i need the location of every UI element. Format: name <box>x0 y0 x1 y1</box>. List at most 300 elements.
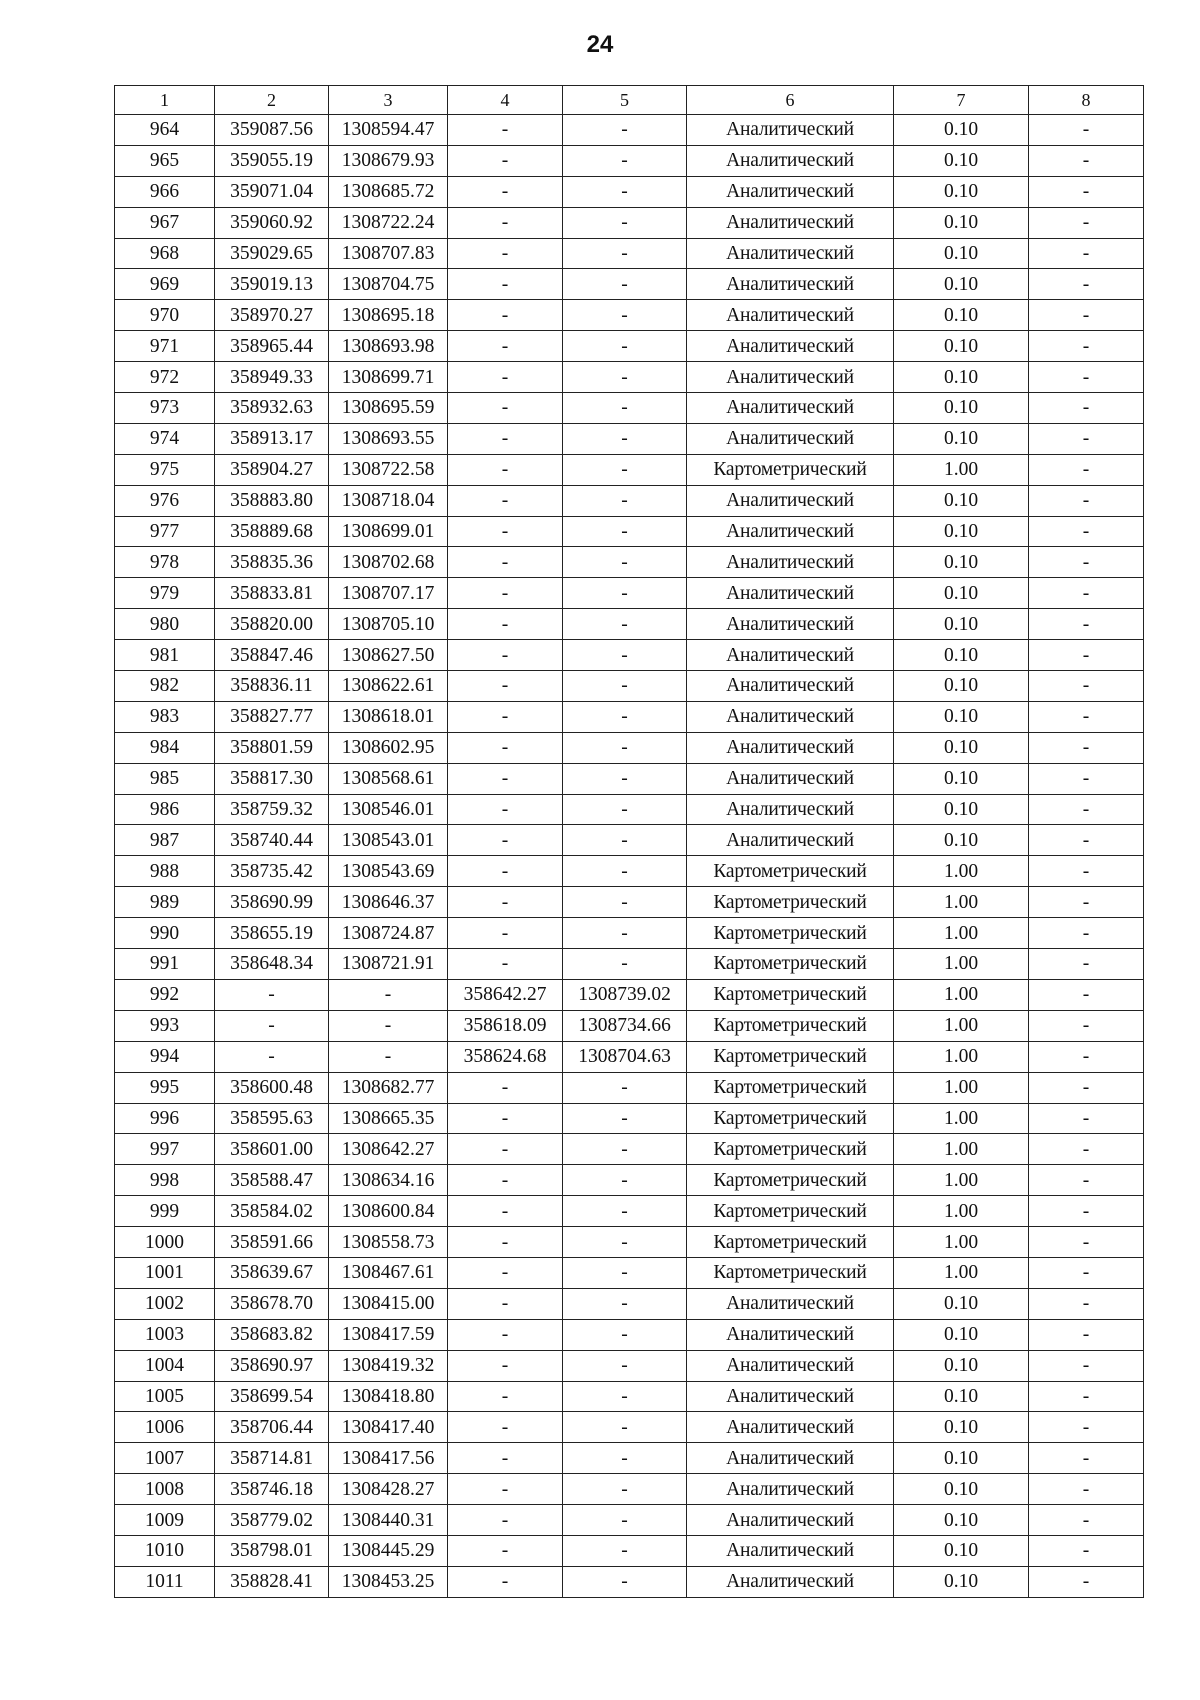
table-cell: - <box>448 269 563 300</box>
table-cell: - <box>563 1350 687 1381</box>
table-cell: 1.00 <box>894 1103 1029 1134</box>
table-cell: 1308568.61 <box>329 763 448 794</box>
table-cell: - <box>448 115 563 146</box>
table-cell: 1308600.84 <box>329 1196 448 1227</box>
table-cell: 974 <box>115 423 215 454</box>
table-row <box>115 300 1144 331</box>
table-cell: 973 <box>115 393 215 424</box>
table-cell: 1308594.47 <box>329 115 448 146</box>
table-cell: 358828.41 <box>215 1566 329 1597</box>
table-cell: Аналитический <box>687 1288 894 1319</box>
table-cell: 0.10 <box>894 1474 1029 1505</box>
table-cell: - <box>1029 671 1144 702</box>
table-cell: - <box>563 331 687 362</box>
table-cell: - <box>448 1350 563 1381</box>
table-cell: - <box>448 1319 563 1350</box>
table-cell: 1010 <box>115 1535 215 1566</box>
table-cell: 0.10 <box>894 393 1029 424</box>
table-cell: 1308558.73 <box>329 1227 448 1258</box>
table-cell: 975 <box>115 454 215 485</box>
table-cell: - <box>563 918 687 949</box>
table-cell: 1.00 <box>894 1165 1029 1196</box>
table-cell: - <box>563 1103 687 1134</box>
table-cell: - <box>563 115 687 146</box>
table-cell: 0.10 <box>894 176 1029 207</box>
table-cell: Аналитический <box>687 763 894 794</box>
table-cell: Аналитический <box>687 300 894 331</box>
table-cell: Аналитический <box>687 578 894 609</box>
table-cell: - <box>1029 331 1144 362</box>
table-cell: - <box>448 423 563 454</box>
table-cell: 1308718.04 <box>329 485 448 516</box>
table-cell: 0.10 <box>894 362 1029 393</box>
column-header-2: 2 <box>215 86 329 115</box>
table-row <box>115 1505 1144 1536</box>
table-cell: Аналитический <box>687 825 894 856</box>
table-cell: - <box>1029 1227 1144 1258</box>
table-cell: 358847.46 <box>215 640 329 671</box>
table-cell: - <box>563 732 687 763</box>
table-cell: Аналитический <box>687 1505 894 1536</box>
table-cell: - <box>448 918 563 949</box>
table-cell: 0.10 <box>894 671 1029 702</box>
table-cell: - <box>448 1381 563 1412</box>
table-cell: - <box>1029 115 1144 146</box>
table-cell: 358779.02 <box>215 1505 329 1536</box>
table-cell: 0.10 <box>894 485 1029 516</box>
table-cell: 1308622.61 <box>329 671 448 702</box>
table-cell: - <box>1029 1196 1144 1227</box>
table-cell: 358833.81 <box>215 578 329 609</box>
table-cell: - <box>563 516 687 547</box>
table-cell: 358817.30 <box>215 763 329 794</box>
table-cell: - <box>563 393 687 424</box>
table-cell: 358683.82 <box>215 1319 329 1350</box>
table-row <box>115 732 1144 763</box>
table-cell: 358706.44 <box>215 1412 329 1443</box>
table-cell: 1003 <box>115 1319 215 1350</box>
table-row <box>115 1227 1144 1258</box>
table-cell: - <box>563 145 687 176</box>
table-cell: Аналитический <box>687 1535 894 1566</box>
table-cell: 358949.33 <box>215 362 329 393</box>
table-cell: Аналитический <box>687 393 894 424</box>
table-cell: 0.10 <box>894 794 1029 825</box>
table-cell: - <box>1029 578 1144 609</box>
table-cell: - <box>563 856 687 887</box>
table-cell: 1308705.10 <box>329 609 448 640</box>
table-cell: 1308417.40 <box>329 1412 448 1443</box>
table-cell: Картометрический <box>687 1134 894 1165</box>
table-cell: 0.10 <box>894 1443 1029 1474</box>
table-cell: - <box>563 1165 687 1196</box>
table-cell: - <box>448 207 563 238</box>
table-cell: 1.00 <box>894 1257 1029 1288</box>
table-cell: 358584.02 <box>215 1196 329 1227</box>
table-cell: - <box>1029 207 1144 238</box>
table-cell: - <box>563 1443 687 1474</box>
table-cell: - <box>563 763 687 794</box>
table-cell: 0.10 <box>894 609 1029 640</box>
table-cell: 358740.44 <box>215 825 329 856</box>
table-row <box>115 1041 1144 1072</box>
table-cell: Картометрический <box>687 1072 894 1103</box>
table-cell: 1308543.01 <box>329 825 448 856</box>
table-cell: 980 <box>115 609 215 640</box>
table-cell: Аналитический <box>687 145 894 176</box>
table-cell: 1308722.58 <box>329 454 448 485</box>
table-cell: 0.10 <box>894 1288 1029 1319</box>
table-cell: - <box>1029 1165 1144 1196</box>
table-cell: - <box>563 1134 687 1165</box>
table-cell: Аналитический <box>687 547 894 578</box>
table-cell: - <box>448 516 563 547</box>
table-cell: - <box>563 300 687 331</box>
table-cell: 971 <box>115 331 215 362</box>
table-cell: 986 <box>115 794 215 825</box>
table-row <box>115 763 1144 794</box>
table-cell: - <box>1029 269 1144 300</box>
table-cell: Аналитический <box>687 671 894 702</box>
table-cell: - <box>329 979 448 1010</box>
table-cell: 358820.00 <box>215 609 329 640</box>
table-cell: 979 <box>115 578 215 609</box>
table-cell: Аналитический <box>687 1474 894 1505</box>
table-cell: - <box>563 362 687 393</box>
table-cell: 358678.70 <box>215 1288 329 1319</box>
table-cell: - <box>448 1165 563 1196</box>
table-cell: 1308682.77 <box>329 1072 448 1103</box>
table-cell: 1001 <box>115 1257 215 1288</box>
table-cell: 359055.19 <box>215 145 329 176</box>
table-row <box>115 1381 1144 1412</box>
table-cell: Аналитический <box>687 269 894 300</box>
table-cell: 993 <box>115 1010 215 1041</box>
table-cell: 1308445.29 <box>329 1535 448 1566</box>
table-cell: 965 <box>115 145 215 176</box>
table-cell: - <box>1029 516 1144 547</box>
table-cell: 1308679.93 <box>329 145 448 176</box>
table-cell: - <box>1029 1257 1144 1288</box>
table-cell: - <box>1029 1072 1144 1103</box>
table-cell: Аналитический <box>687 516 894 547</box>
table-cell: Картометрический <box>687 979 894 1010</box>
table-cell: 1308419.32 <box>329 1350 448 1381</box>
table-cell: - <box>1029 238 1144 269</box>
table-cell: 1308634.16 <box>329 1165 448 1196</box>
table-cell: - <box>448 1227 563 1258</box>
table-cell: 1.00 <box>894 1072 1029 1103</box>
table-cell: 1308739.02 <box>563 979 687 1010</box>
table-cell: 1308685.72 <box>329 176 448 207</box>
table-cell: 358836.11 <box>215 671 329 702</box>
table-cell: - <box>1029 485 1144 516</box>
table-cell: Аналитический <box>687 1566 894 1597</box>
table-cell: 1308627.50 <box>329 640 448 671</box>
table-cell: 998 <box>115 1165 215 1196</box>
column-header-5: 5 <box>563 86 687 115</box>
table-row <box>115 1288 1144 1319</box>
table-row <box>115 1257 1144 1288</box>
table-row <box>115 1072 1144 1103</box>
table-cell: 1.00 <box>894 454 1029 485</box>
table-row <box>115 115 1144 146</box>
table-cell: Аналитический <box>687 609 894 640</box>
table-cell: - <box>1029 393 1144 424</box>
table-cell: - <box>448 609 563 640</box>
table-cell: - <box>1029 362 1144 393</box>
table-cell: 1.00 <box>894 1041 1029 1072</box>
table-cell: 358827.77 <box>215 701 329 732</box>
table-cell: Картометрический <box>687 1257 894 1288</box>
table-cell: - <box>215 1010 329 1041</box>
table-cell: 1009 <box>115 1505 215 1536</box>
table-cell: 999 <box>115 1196 215 1227</box>
table-cell: 358601.00 <box>215 1134 329 1165</box>
table-cell: 976 <box>115 485 215 516</box>
table-cell: 358889.68 <box>215 516 329 547</box>
table-cell: - <box>448 671 563 702</box>
table-cell: - <box>563 701 687 732</box>
table-row <box>115 1196 1144 1227</box>
table-cell: 1008 <box>115 1474 215 1505</box>
table-cell: 1.00 <box>894 856 1029 887</box>
table-cell: - <box>1029 1535 1144 1566</box>
table-cell: 358801.59 <box>215 732 329 763</box>
table-header-row <box>115 86 1144 115</box>
table-cell: - <box>448 1505 563 1536</box>
table-cell: - <box>329 1041 448 1072</box>
table-cell: - <box>448 578 563 609</box>
table-cell: Аналитический <box>687 794 894 825</box>
table-cell: - <box>448 1566 563 1597</box>
table-cell: 983 <box>115 701 215 732</box>
table-cell: 1308707.83 <box>329 238 448 269</box>
table-row <box>115 887 1144 918</box>
table-cell: - <box>1029 1041 1144 1072</box>
table-cell: - <box>448 825 563 856</box>
table-cell: Аналитический <box>687 1319 894 1350</box>
table-cell: 358595.63 <box>215 1103 329 1134</box>
column-header-4: 4 <box>448 86 563 115</box>
table-cell: 1.00 <box>894 1227 1029 1258</box>
table-cell: Аналитический <box>687 485 894 516</box>
table-row <box>115 1319 1144 1350</box>
table-cell: Картометрический <box>687 454 894 485</box>
table-cell: 1308699.01 <box>329 516 448 547</box>
table-cell: - <box>1029 763 1144 794</box>
table-cell: 0.10 <box>894 825 1029 856</box>
table-cell: - <box>563 1474 687 1505</box>
table-row <box>115 393 1144 424</box>
table-row <box>115 609 1144 640</box>
table-cell: 1.00 <box>894 887 1029 918</box>
table-cell: 1308440.31 <box>329 1505 448 1536</box>
table-cell: 1.00 <box>894 1010 1029 1041</box>
table-cell: - <box>1029 176 1144 207</box>
table-cell: - <box>1029 1381 1144 1412</box>
table-cell: - <box>448 176 563 207</box>
table-cell: - <box>1029 1103 1144 1134</box>
table-row <box>115 979 1144 1010</box>
table-cell: - <box>1029 1474 1144 1505</box>
table-cell: - <box>563 1196 687 1227</box>
table-cell: Аналитический <box>687 701 894 732</box>
table-cell: - <box>1029 1288 1144 1319</box>
table-row <box>115 949 1144 980</box>
table-cell: - <box>448 454 563 485</box>
table-cell: 1004 <box>115 1350 215 1381</box>
table-cell: 1308695.59 <box>329 393 448 424</box>
table-cell: 358965.44 <box>215 331 329 362</box>
table-cell: - <box>448 1134 563 1165</box>
table-row <box>115 1010 1144 1041</box>
table-cell: 358904.27 <box>215 454 329 485</box>
table-cell: - <box>448 362 563 393</box>
table-cell: - <box>448 1535 563 1566</box>
table-cell: 0.10 <box>894 207 1029 238</box>
table-cell: 966 <box>115 176 215 207</box>
table-cell: 359087.56 <box>215 115 329 146</box>
table-cell: 1308722.24 <box>329 207 448 238</box>
table-cell: 0.10 <box>894 701 1029 732</box>
table-cell: - <box>1029 1350 1144 1381</box>
table-cell: - <box>563 1227 687 1258</box>
table-cell: 358624.68 <box>448 1041 563 1072</box>
table-cell: 0.10 <box>894 1350 1029 1381</box>
table-cell: - <box>448 238 563 269</box>
table-cell: - <box>215 979 329 1010</box>
table-cell: 970 <box>115 300 215 331</box>
table-cell: - <box>448 485 563 516</box>
table-cell: - <box>448 1412 563 1443</box>
table-cell: 358690.99 <box>215 887 329 918</box>
table-cell: - <box>563 547 687 578</box>
table-cell: 1011 <box>115 1566 215 1597</box>
table-cell: - <box>563 1257 687 1288</box>
table-cell: 991 <box>115 949 215 980</box>
table-cell: Аналитический <box>687 176 894 207</box>
table-cell: - <box>1029 423 1144 454</box>
column-header-7: 7 <box>894 86 1029 115</box>
table-cell: 0.10 <box>894 732 1029 763</box>
table-cell: 985 <box>115 763 215 794</box>
table-cell: Аналитический <box>687 1381 894 1412</box>
table-cell: - <box>563 1381 687 1412</box>
table-cell: 0.10 <box>894 1381 1029 1412</box>
table-cell: 1308707.17 <box>329 578 448 609</box>
table-cell: - <box>448 856 563 887</box>
table-cell: - <box>448 1288 563 1319</box>
table-cell: 997 <box>115 1134 215 1165</box>
table-cell: - <box>1029 1566 1144 1597</box>
table-cell: 358835.36 <box>215 547 329 578</box>
table-cell: 1308428.27 <box>329 1474 448 1505</box>
table-cell: 359060.92 <box>215 207 329 238</box>
table-cell: 984 <box>115 732 215 763</box>
table-cell: - <box>563 1319 687 1350</box>
table-cell: 358932.63 <box>215 393 329 424</box>
table-cell: 964 <box>115 115 215 146</box>
table-cell: 358970.27 <box>215 300 329 331</box>
table-cell: 358913.17 <box>215 423 329 454</box>
table-cell: 0.10 <box>894 145 1029 176</box>
table-cell: 1.00 <box>894 949 1029 980</box>
table-cell: Аналитический <box>687 207 894 238</box>
table-cell: - <box>448 1474 563 1505</box>
table-cell: - <box>1029 887 1144 918</box>
table-row <box>115 423 1144 454</box>
table-cell: Аналитический <box>687 640 894 671</box>
table-cell: - <box>448 763 563 794</box>
table-cell: Аналитический <box>687 362 894 393</box>
table-cell: - <box>1029 918 1144 949</box>
table-cell: 358883.80 <box>215 485 329 516</box>
table-cell: 1308467.61 <box>329 1257 448 1288</box>
table-row <box>115 1535 1144 1566</box>
table-cell: 1.00 <box>894 979 1029 1010</box>
table-cell: 358639.67 <box>215 1257 329 1288</box>
table-cell: - <box>1029 300 1144 331</box>
table-cell: 1308418.80 <box>329 1381 448 1412</box>
table-cell: Картометрический <box>687 1165 894 1196</box>
table-cell: 1308646.37 <box>329 887 448 918</box>
table-cell: - <box>215 1041 329 1072</box>
table-cell: 1308602.95 <box>329 732 448 763</box>
table-cell: - <box>1029 825 1144 856</box>
table-cell: - <box>448 794 563 825</box>
table-cell: 982 <box>115 671 215 702</box>
table-row <box>115 269 1144 300</box>
table-cell: Картометрический <box>687 887 894 918</box>
table-cell: 358588.47 <box>215 1165 329 1196</box>
table-cell: 1308417.56 <box>329 1443 448 1474</box>
table-cell: 992 <box>115 979 215 1010</box>
table-cell: 0.10 <box>894 578 1029 609</box>
table-cell: 0.10 <box>894 516 1029 547</box>
table-cell: - <box>563 671 687 702</box>
table-row <box>115 238 1144 269</box>
table-row <box>115 1566 1144 1597</box>
table-row <box>115 362 1144 393</box>
table-cell: - <box>1029 1412 1144 1443</box>
column-header-3: 3 <box>329 86 448 115</box>
table-cell: Аналитический <box>687 1443 894 1474</box>
table-row <box>115 485 1144 516</box>
table-cell: - <box>1029 454 1144 485</box>
table-cell: 358746.18 <box>215 1474 329 1505</box>
table-cell: 1005 <box>115 1381 215 1412</box>
table-cell: 987 <box>115 825 215 856</box>
table-row <box>115 1350 1144 1381</box>
table-cell: 1308546.01 <box>329 794 448 825</box>
table-cell: - <box>563 578 687 609</box>
table-cell: - <box>448 1257 563 1288</box>
table-row <box>115 176 1144 207</box>
table-cell: 1308699.71 <box>329 362 448 393</box>
table-cell: - <box>1029 1010 1144 1041</box>
table-cell: 981 <box>115 640 215 671</box>
table-cell: - <box>1029 979 1144 1010</box>
table-row <box>115 918 1144 949</box>
table-cell: Картометрический <box>687 856 894 887</box>
table-cell: 1000 <box>115 1227 215 1258</box>
table-row <box>115 145 1144 176</box>
table-row <box>115 671 1144 702</box>
table-cell: 0.10 <box>894 1412 1029 1443</box>
table-row <box>115 856 1144 887</box>
table-cell: - <box>1029 1505 1144 1536</box>
